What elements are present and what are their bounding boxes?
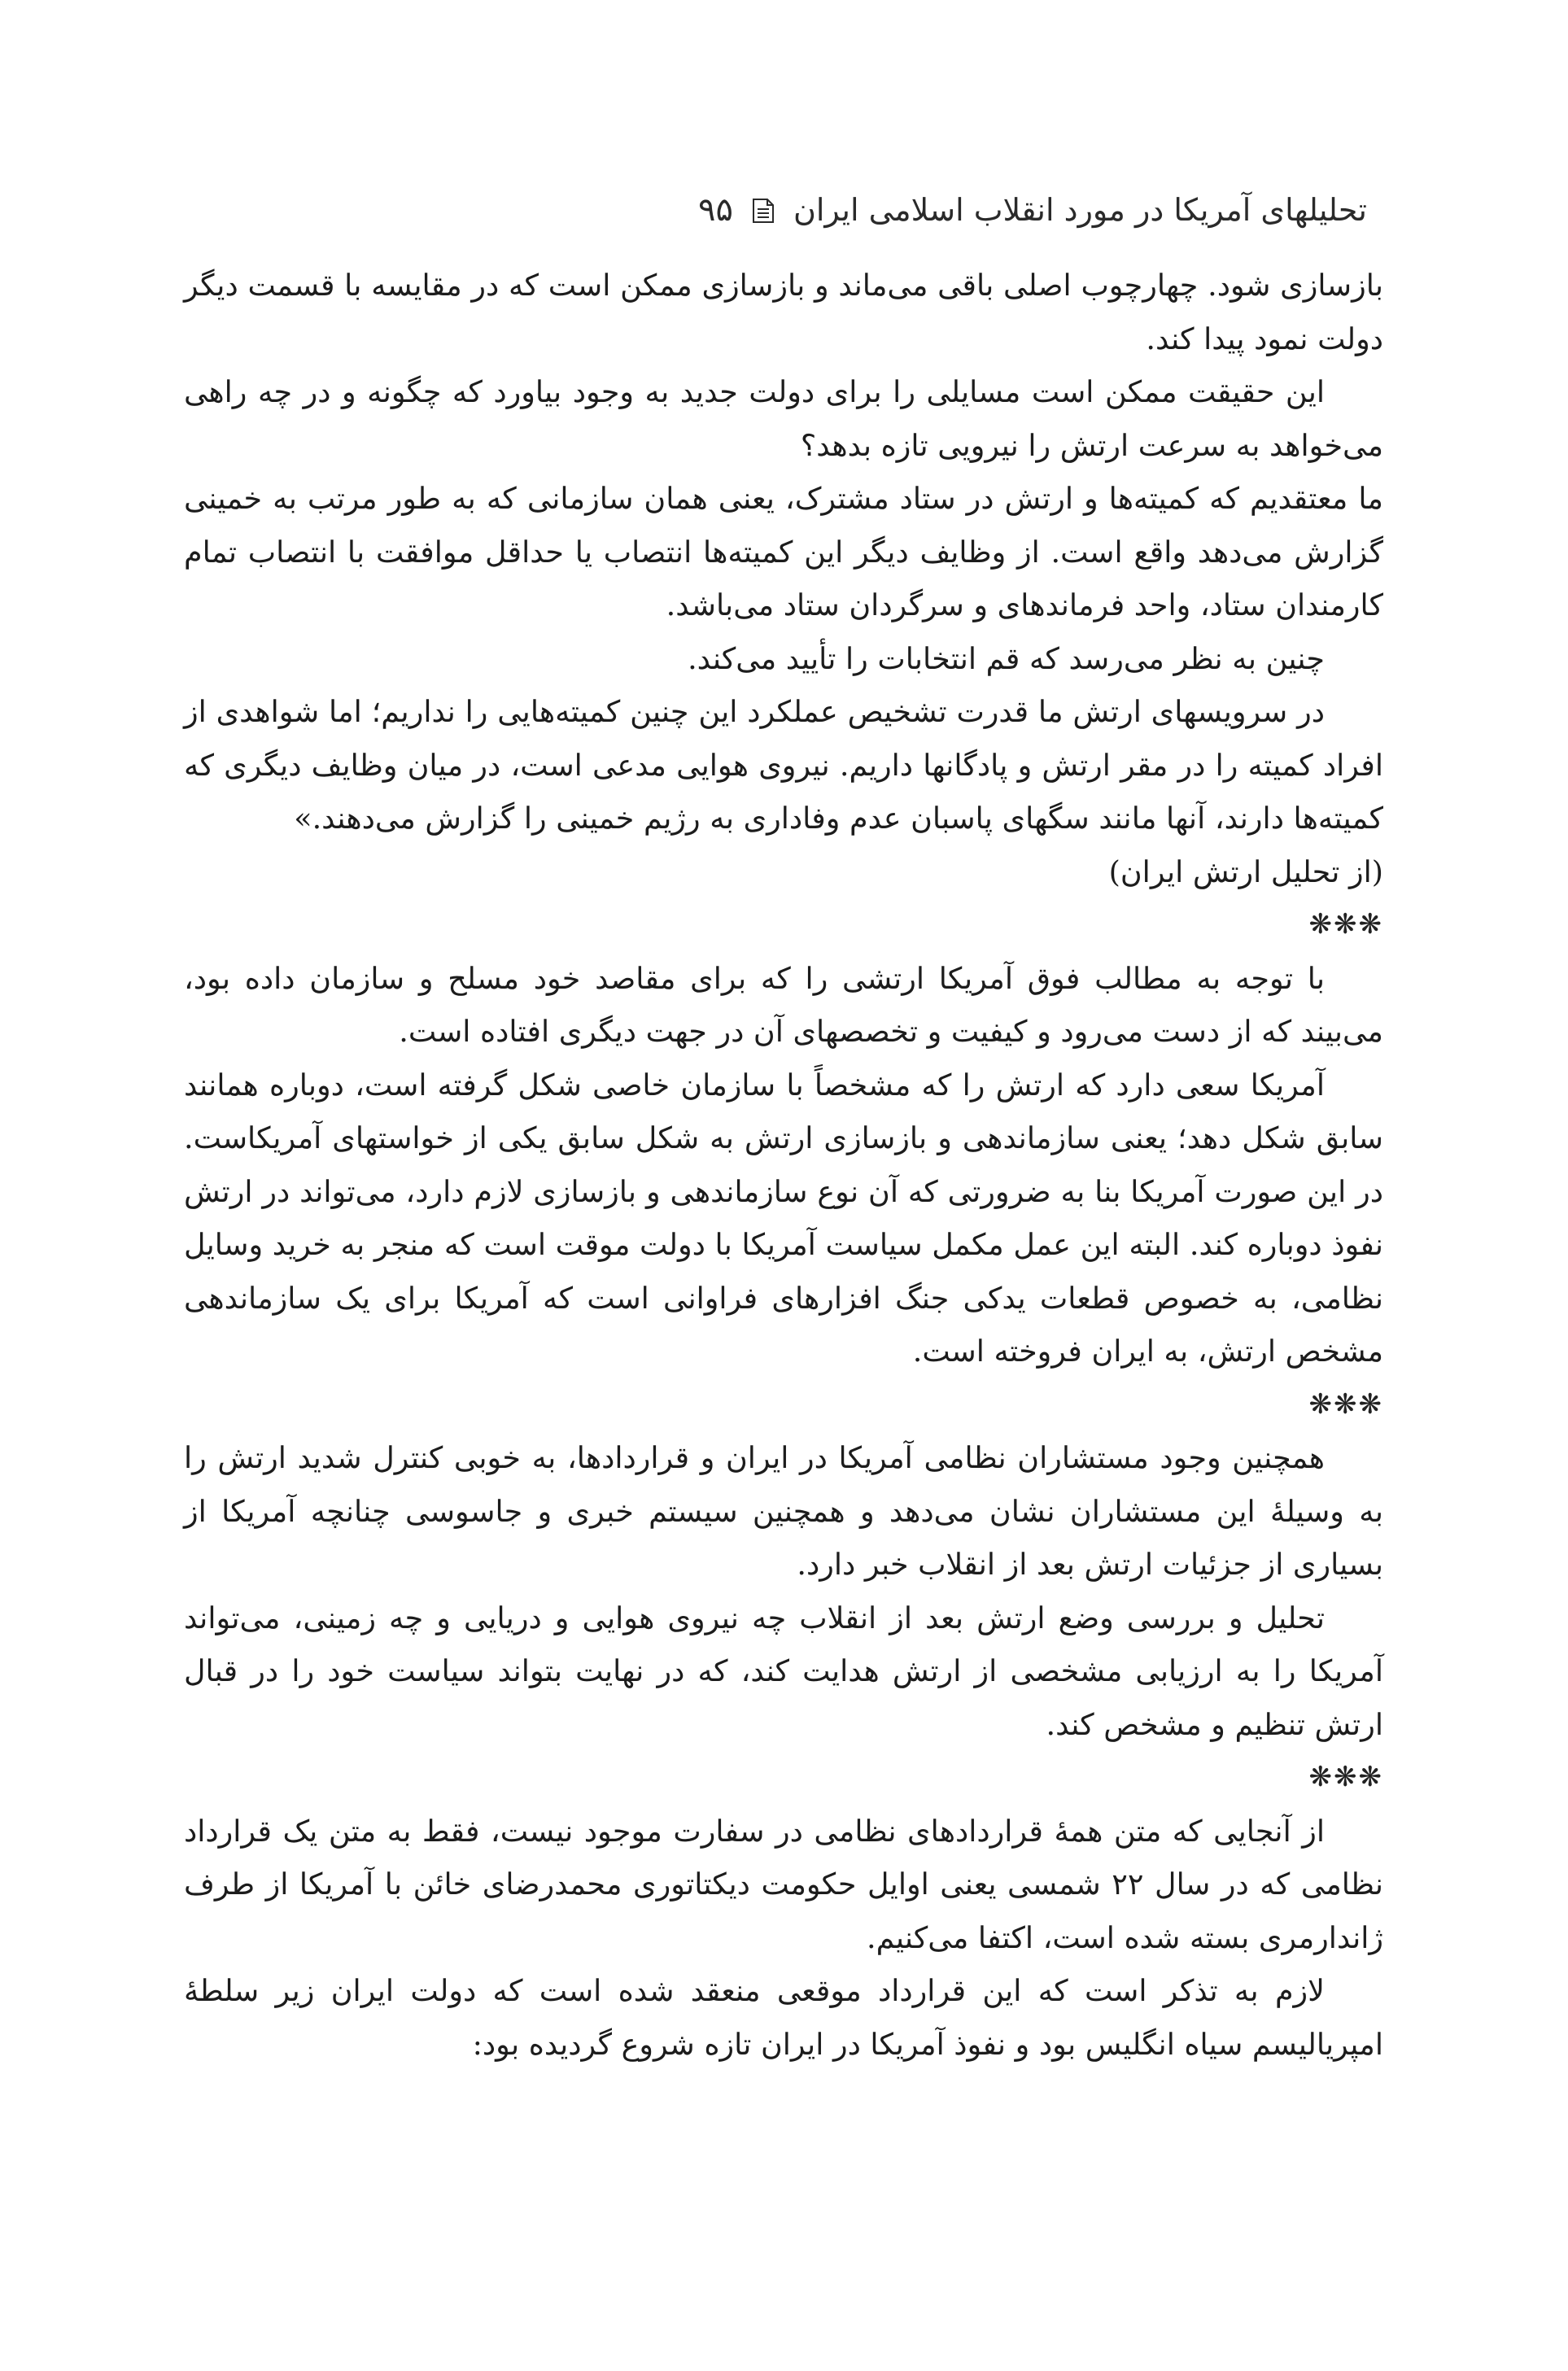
section-separator: ❋❋❋ <box>1308 1761 1383 1793</box>
paragraph: آمریکا سعی دارد که ارتش را که مشخصاً با سازمان خاصی شکل گرفته است، دوباره همانند سابق شکل دهد؛ یعنی سازماندهی و بازسازی ارتش به شکل سابق یکی از خواستهای آمریکاست. در این صورت آمریکا بنا به ضرورتی که آن نوع سازماندهی و بازسازی لازم دارد، می‌تواند در ارتش نفوذ دوباره کند. البته این عمل مکمل سیاست آمریکا با دولت موقت است که منجر به خرید وسایل نظامی، به خصوص قطعات یدکی جنگ افزارهای فراوانی است که آمریکا برای یک سازماندهی مشخص ارتش، به ایران فروخته است. <box>184 1067 1383 1369</box>
source-citation: (از تحلیل ارتش ایران) <box>1108 854 1383 889</box>
paragraph: تحلیل و بررسی وضع ارتش بعد از انقلاب چه نیروی هوایی و دریایی و چه زمینی، می‌تواند آمریکا را به ارزیابی مشخصی از ارتش هدایت کند، که در نهایت بتواند سیاست خود را در قبال ارتش تنظیم و مشخص کند. <box>184 1600 1383 1742</box>
book-icon <box>751 196 775 224</box>
page-number: ۹۵ <box>697 191 733 229</box>
running-header <box>207 186 1367 234</box>
paragraph: این حقیقت ممکن است مسایلی را برای دولت جدید به وجود بیاورد که چگونه و در چه راهی می‌خواهد به سرعت ارتش را نیرویی تازه بدهد؟ <box>184 374 1383 463</box>
paragraph: از آنجایی که متن همهٔ قراردادهای نظامی در سفارت موجود نیست، فقط به متن یک قرارداد نظامی که در سال ۲۲ شمسی یعنی اوایل حکومت دیکتاتوری محمدرضای خائن با آمریکا از طرف ژاندارمری بسته شده است، اکتفا می‌کنیم. <box>184 1813 1383 1955</box>
paragraph: لازم به تذکر است که این قرارداد موقعی منعقد شده است که دولت ایران زیر سلطهٔ امپریالیسم سیاه انگلیس بود و نفوذ آمریکا در ایران تازه شروع گردیده بود: <box>184 1973 1383 2062</box>
paragraph: ما معتقدیم که کمیته‌ها و ارتش در ستاد مشترک، یعنی همان سازمانی که به طور مرتب به خمینی گزارش می‌دهد واقع است. از وظایف دیگر این کمیته‌ها انتصاب یا حداقل موافقت با انتصاب تمام کارمندان ستاد، واحد فرماندهای و سرگردان ستاد می‌باشد. <box>184 481 1384 622</box>
paragraph: بازسازی شود. چهارچوب اصلی باقی می‌ماند و بازسازی ممکن است که در مقایسه با قسمت دیگر دولت نمود پیدا کند. <box>184 268 1383 356</box>
body-text <box>184 259 1383 2071</box>
section-separator: ❋❋❋ <box>1308 1387 1383 1421</box>
paragraph: همچنین وجود مستشاران نظامی آمریکا در ایران و قراردادها، به خوبی کنترل شدید ارتش را به وسیلهٔ این مستشاران نشان می‌دهد و همچنین سیستم خبری و جاسوسی چنانچه آمریکا از بسیاری از جزئیات ارتش بعد از انقلاب خبر دارد. <box>184 1440 1383 1582</box>
running-header-title: تحلیلهای آمریکا در مورد انقلاب اسلامی ایران <box>793 192 1367 228</box>
paragraph: چنین به نظر می‌رسد که قم انتخابات را تأیید می‌کند. <box>688 640 1325 676</box>
paragraph: با توجه به مطالب فوق آمریکا ارتشی را که برای مقاصد خود مسلح و سازمان داده بود، می‌بیند که از دست می‌رود و کیفیت و تخصصهای آن در جهت دیگری افتاده است. <box>184 960 1383 1049</box>
paragraph: در سرویسهای ارتش ما قدرت تشخیص عملکرد این چنین کمیته‌هایی را نداریم؛ اما شواهدی از افراد کمیته را در مقر ارتش و پادگانها داریم. نیروی هوایی مدعی است، در میان وظایف دیگری که کمیته‌ها دارند، آنها مانند سگهای پاسبان عدم وفاداری به رژیم خمینی را گزارش می‌دهند.» <box>184 694 1383 836</box>
section-separator: ❋❋❋ <box>1308 908 1383 941</box>
